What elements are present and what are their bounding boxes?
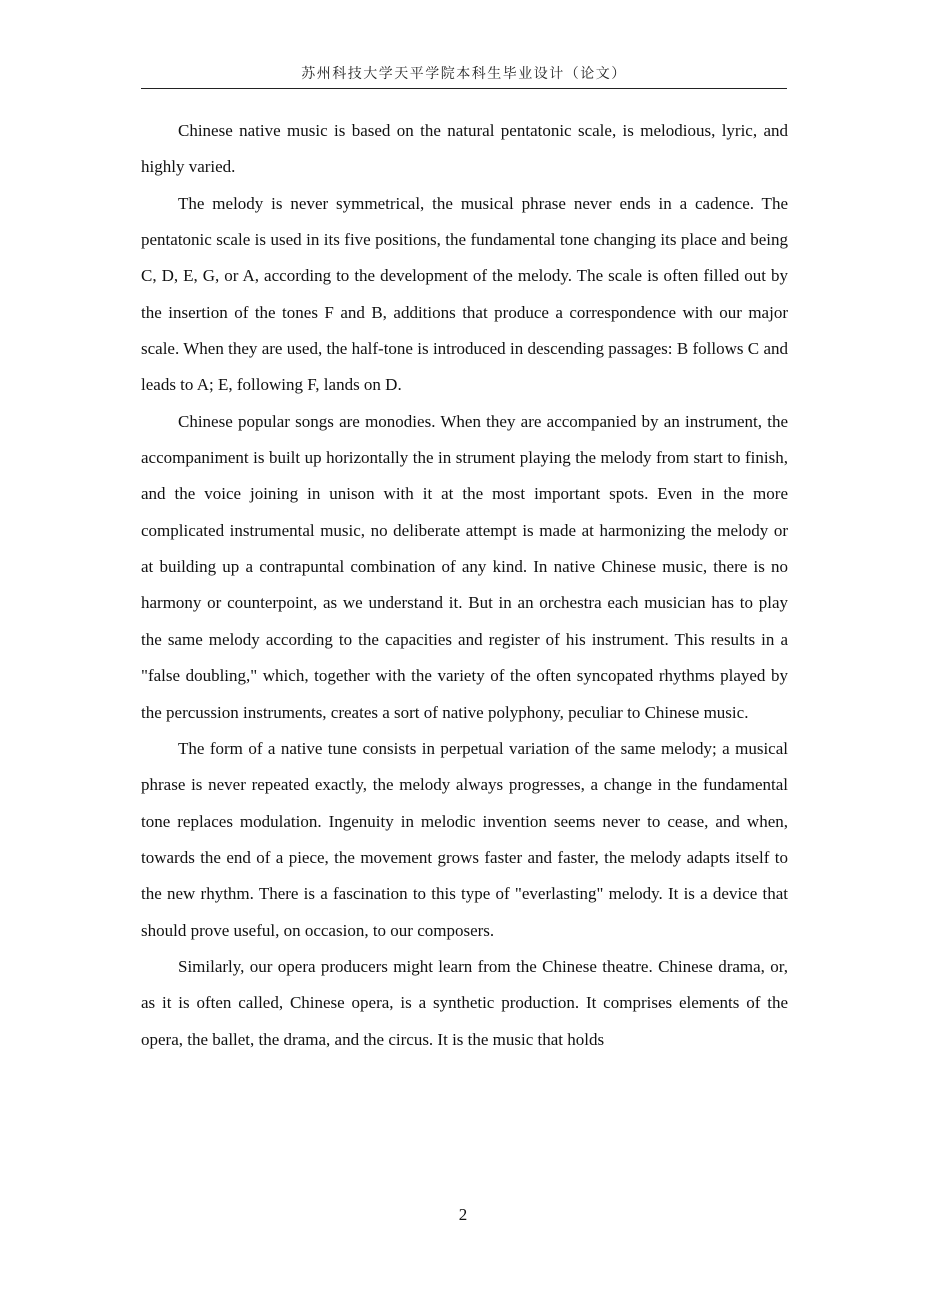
paragraph-variation: The form of a native tune consists in perpetual variation of the same melody; a musical phrase is never repeated exactly, the melody always progresses, a change in the fundamental tone replaces modulation. Ingenuity in melodic invention seems never to cease, and when, towards the end of a piece, the movement grows faster and faster, the melody adapts itself to the new rhythm. There is a fascination to this type of "everlasting" melody. It is a device that should prove useful, on occasion, to our composers.	[141, 738, 788, 940]
paragraph-opera: Similarly, our opera producers might learn from the Chinese theatre. Chinese drama, or, as it is often called, Chinese opera, is a synthetic production. It comprises elements of the opera, the ballet, the drama, and the circus. It is the music that holds	[141, 956, 788, 1049]
paragraph-pentatonic: Chinese native music is based on the natural pentatonic scale, is melodious, lyric, and highly varied.	[141, 121, 788, 177]
paragraph-monodies: Chinese popular songs are monodies. When they are accompanied by an instrument, the accompaniment is built up horizontally the in strument playing the melody from start to finish, and the voice joining in unison with it at the most important spots. Even in the more complicated instrumental music, no deliberate attempt is made at harmonizing the melody or at building up a contrapuntal combination of any kind. In native Chinese music, there is no harmony or counterpoint, as we understand it. But in an orchestra each musician has to play the same melody according to the capacities and register of his instrument. This results in a "false doubling," which, together with the variety of the often syncopated rhythms played by the percussion instruments, creates a sort of native polyphony, peculiar to Chinese music.	[141, 411, 788, 722]
page-header: 苏州科技大学天平学院本科生毕业设计（论文）	[301, 66, 627, 82]
header-rule	[141, 88, 787, 89]
page-number: 2	[458, 1205, 468, 1224]
paragraph-melody: The melody is never symmetrical, the musical phrase never ends in a cadence. The pentatonic scale is used in its five positions, the fundamental tone changing its place and being C, D, E, G, or A, according to the development of the melody. The scale is often filled out by the insertion of the tones F and B, additions that produce a correspondence with our major scale. When they are used, the half-tone is introduced in descending passages: B follows C and leads to A; E, following F, lands on D.	[141, 193, 788, 395]
body-text	[141, 113, 788, 1058]
